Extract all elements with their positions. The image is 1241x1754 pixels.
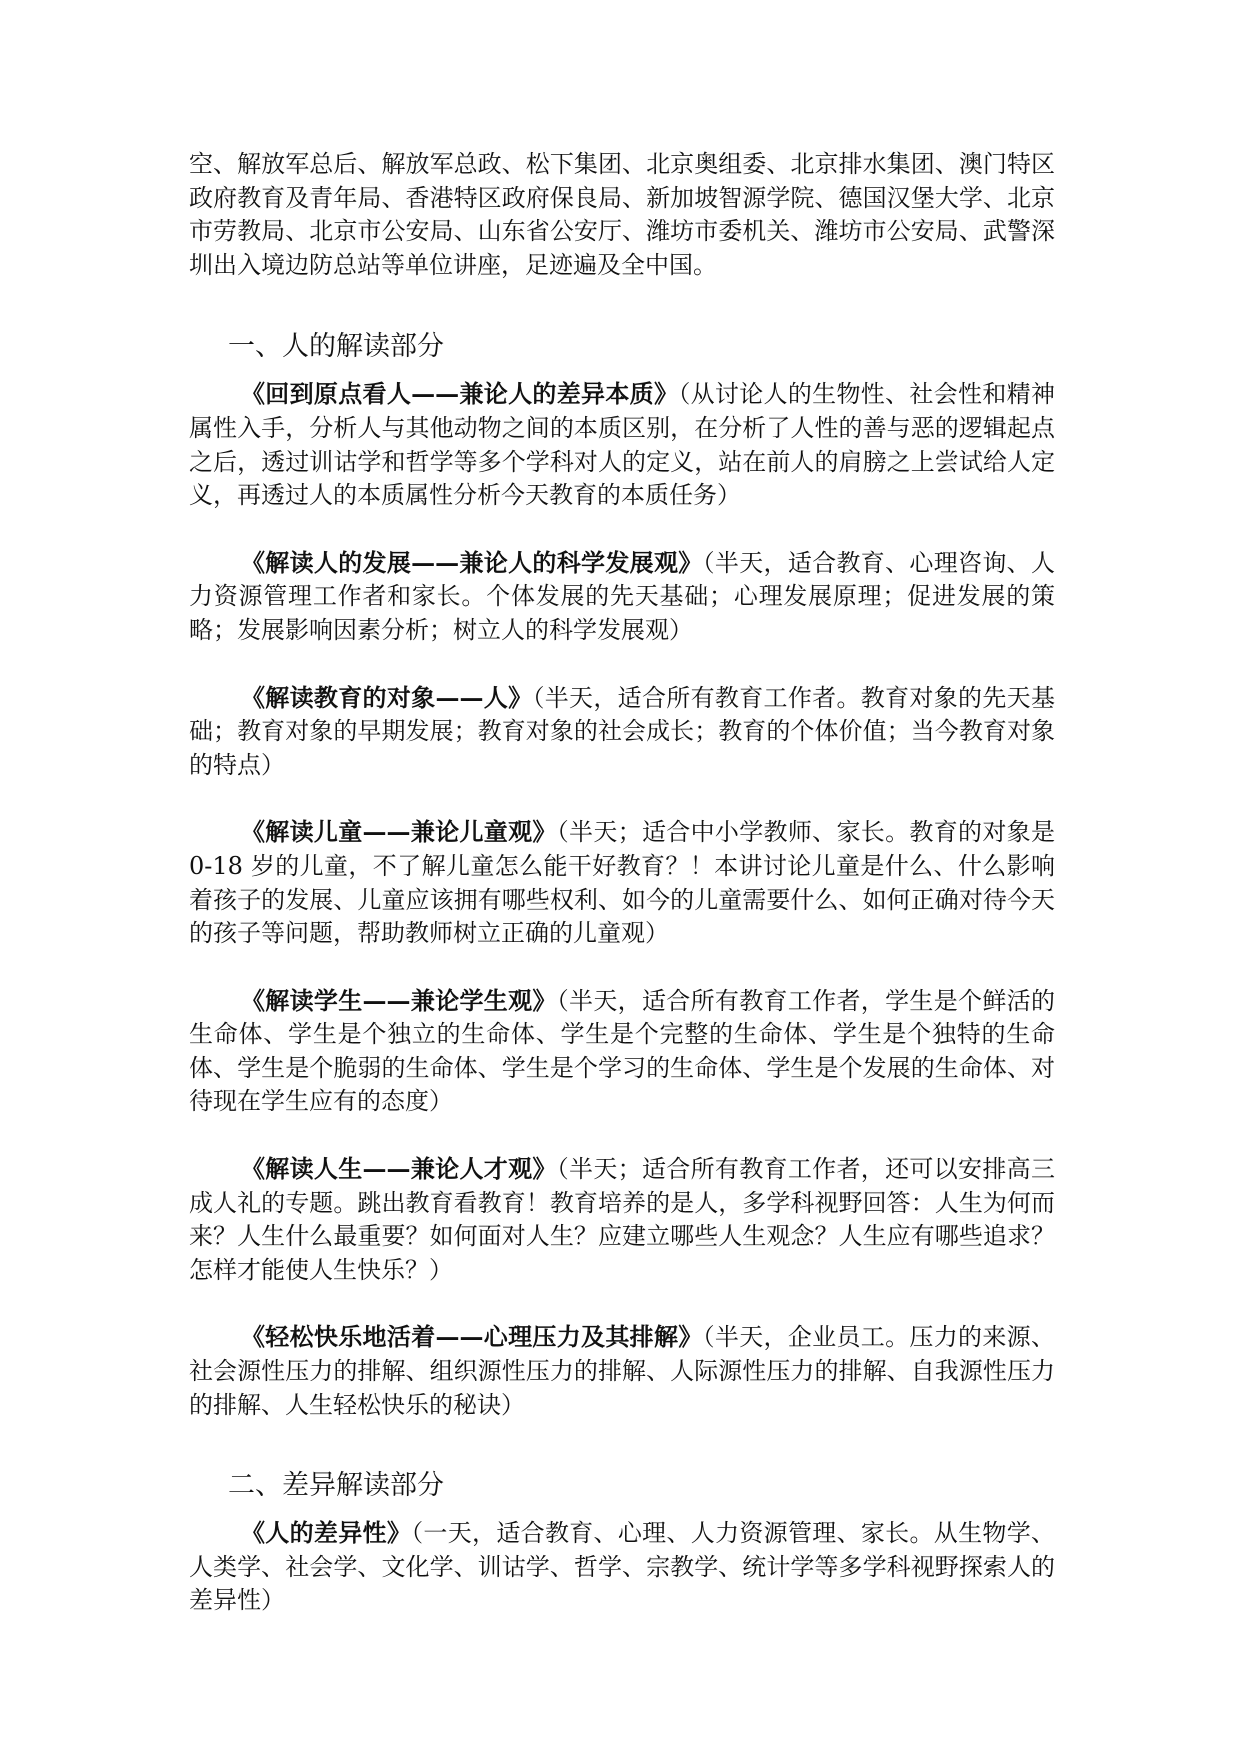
lecture-description: （半天，企业员工。压力的来源、社会源性压力的排解、组织源性压力的排解、人际源性压力的排解、自我源性压力的排解、人生轻松快乐的秘诀） (189, 1323, 1055, 1419)
lecture-title: 《解读儿童——兼论儿童观》 (241, 817, 557, 847)
lecture-description: （一天，适合教育、心理、人力资源管理、家长。从生物学、人类学、社会学、文化学、训诂学、哲学、宗教学、统计学等多学科视野探索人的差异性） (189, 1519, 1056, 1615)
lecture-title: 《解读人生——兼论人才观》 (241, 1154, 557, 1184)
lecture-item (189, 546, 1055, 648)
lecture-item (189, 815, 1055, 950)
lecture-title: 《回到原点看人——兼论人的差异本质》 (241, 379, 679, 409)
lecture-title: 《解读学生——兼论学生观》 (241, 985, 557, 1015)
lecture-title: 《人的差异性》 (241, 1518, 412, 1548)
lecture-item (189, 1320, 1055, 1422)
lecture-description: （半天，适合教育、心理咨询、人力资源管理工作者和家长。个体发展的先天基础；心理发展原理；促进发展的策略；发展影响因素分析；树立人的科学发展观） (189, 548, 1055, 644)
lecture-description: （半天；适合中小学教师、家长。教育的对象是 0-18 岁的儿童，不了解儿童怎么能干好教育？！本讲讨论儿童是什么、什么影响着孩子的发展、儿童应该拥有哪些权利、如今的儿童需要什么、如何正确对待今天的孩子等问题，帮助教师树立正确的儿童观） (189, 818, 1055, 948)
lecture-description: （半天；适合所有教育工作者，还可以安排高三成人礼的专题。跳出教育看教育！教育培养的是人，多学科视野回答：人生为何而来？人生什么最重要？如何面对人生？应建立哪些人生观念？人生应有哪些追求？怎样才能使人生快乐？） (189, 1155, 1055, 1284)
document-body (189, 148, 1055, 1618)
lecture-description: （半天，适合所有教育工作者，学生是个鲜活的生命体、学生是个独立的生命体、学生是个完整的生命体、学生是个独特的生命体、学生是个脆弱的生命体、学生是个学习的生命体、学生是个发展的生命体、对待现在学生应有的态度） (189, 986, 1055, 1116)
lecture-title: 《解读教育的对象——人》 (241, 682, 533, 712)
lecture-item (189, 1152, 1055, 1287)
lecture-description: （从讨论人的生物性、社会性和精神属性入手，分析人与其他动物之间的本质区别，在分析了人性的善与恶的逻辑起点之后，透过训诂学和哲学等多个学科对人的定义，站在前人的肩膀之上尝试给人定义，再透过人的本质属性分析今天教育的本质任务） (189, 380, 1055, 510)
lecture-title: 《轻松快乐地活着——心理压力及其排解》 (241, 1322, 703, 1352)
section-heading-2: 二、差异解读部分 (228, 1470, 444, 1502)
lecture-title: 《解读人的发展——兼论人的科学发展观》 (241, 547, 703, 577)
section-heading-1: 一、人的解读部分 (228, 331, 444, 363)
lecture-item (189, 681, 1055, 783)
lecture-item (189, 984, 1055, 1119)
lecture-description: （半天，适合所有教育工作者。教育对象的先天基础；教育对象的早期发展；教育对象的社会成长；教育的个体价值；当今教育对象的特点） (189, 683, 1055, 779)
lecture-item (189, 1516, 1055, 1618)
intro-paragraph: 空、解放军总后、解放军总政、松下集团、北京奥组委、北京排水集团、澳门特区政府教育及青年局、香港特区政府保良局、新加坡智源学院、德国汉堡大学、北京市劳教局、北京市公安局、山东省公安厅、潍坊市委机关、潍坊市公安局、武警深圳出入境边防总站等单位讲座，足迹遍及全中国。 (189, 150, 1055, 279)
lecture-item (189, 377, 1055, 512)
